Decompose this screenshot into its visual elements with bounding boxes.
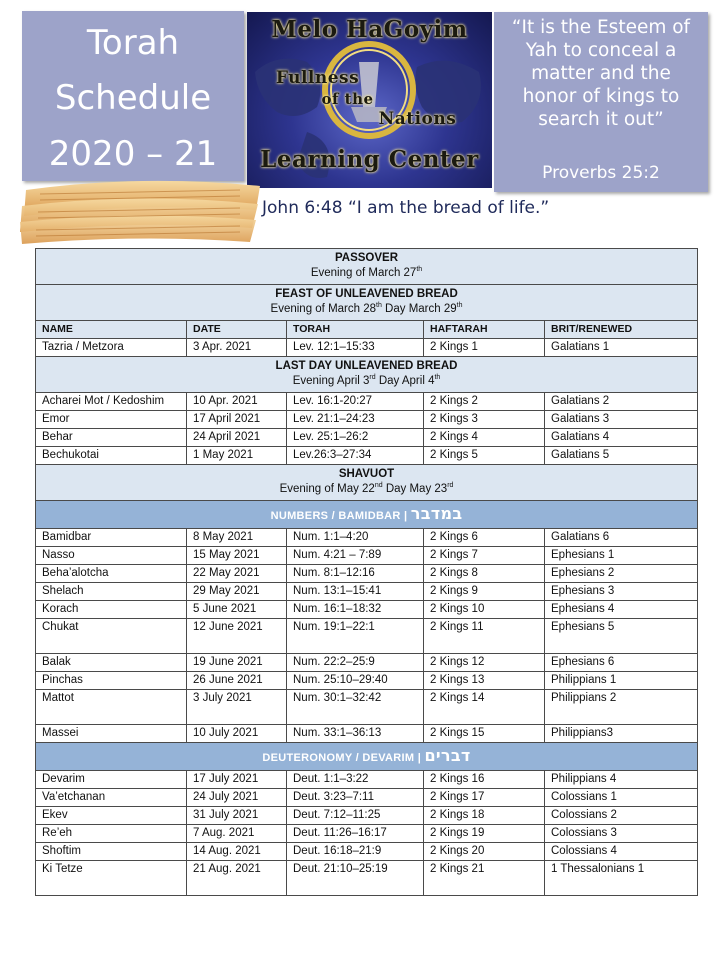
column-header-row xyxy=(36,321,698,339)
portion-row xyxy=(36,529,698,547)
cell-haftarah: 2 Kings 15 xyxy=(424,725,545,743)
cell-brit: Colossians 3 xyxy=(545,825,698,843)
column-header-name: NAME xyxy=(36,321,187,339)
matzah-bread-image xyxy=(20,176,264,244)
cell-date: 3 July 2021 xyxy=(187,690,287,725)
cell-date: 29 May 2021 xyxy=(187,583,287,601)
cell-torah: Num. 8:1–12:16 xyxy=(287,565,424,583)
cell-brit: Philippians 2 xyxy=(545,690,698,725)
quote-box xyxy=(494,12,708,192)
cell-name: Ekev xyxy=(36,807,187,825)
cell-date: 24 April 2021 xyxy=(187,429,287,447)
cell-torah: Lev.26:3–27:34 xyxy=(287,447,424,465)
feast-subtitle: Evening of March 27th xyxy=(310,266,423,279)
feast-row-passover xyxy=(36,249,698,285)
cell-torah: Num. 4:21 – 7:89 xyxy=(287,547,424,565)
quote-reference: Proverbs 25:2 xyxy=(542,163,660,183)
cell-brit: Philippians 4 xyxy=(545,771,698,789)
cell-torah: Lev. 12:1–15:33 xyxy=(287,339,424,357)
portion-row xyxy=(36,339,698,357)
cell-torah: Num. 33:1–36:13 xyxy=(287,725,424,743)
cell-torah: Num. 1:1–4:20 xyxy=(287,529,424,547)
column-header-date: DATE xyxy=(187,321,287,339)
cell-date: 24 July 2021 xyxy=(187,789,287,807)
cell-date: 12 June 2021 xyxy=(187,619,287,654)
cell-brit: Galatians 2 xyxy=(545,393,698,411)
hebrew-devarim: דברים xyxy=(424,746,471,765)
portion-row xyxy=(36,825,698,843)
cell-name: Bamidbar xyxy=(36,529,187,547)
feast-title: PASSOVER xyxy=(334,252,399,264)
cell-date: 17 April 2021 xyxy=(187,411,287,429)
cell-torah: Deut. 1:1–3:22 xyxy=(287,771,424,789)
cell-haftarah: 2 Kings 8 xyxy=(424,565,545,583)
cell-date: 31 July 2021 xyxy=(187,807,287,825)
portion-row xyxy=(36,654,698,672)
cell-name: Va’etchanan xyxy=(36,789,187,807)
feast-subtitle: Evening of May 22nd Day May 23rd xyxy=(279,482,454,495)
cell-torah: Deut. 16:18–21:9 xyxy=(287,843,424,861)
cell-name: Mattot xyxy=(36,690,187,725)
cell-brit: Ephesians 5 xyxy=(545,619,698,654)
cell-name: Pinchas xyxy=(36,672,187,690)
cell-brit: Galatians 3 xyxy=(545,411,698,429)
feast-row-last-day xyxy=(36,357,698,393)
cell-haftarah: 2 Kings 13 xyxy=(424,672,545,690)
cell-date: 22 May 2021 xyxy=(187,565,287,583)
portion-row xyxy=(36,843,698,861)
cell-date: 10 July 2021 xyxy=(187,725,287,743)
cell-name: Korach xyxy=(36,601,187,619)
cell-torah: Lev. 16:1-20:27 xyxy=(287,393,424,411)
rows-group-deuteronomy xyxy=(36,771,698,896)
cell-torah: Num. 30:1–32:42 xyxy=(287,690,424,725)
feast-title: LAST DAY UNLEAVENED BREAD xyxy=(275,360,458,372)
logo-fullness: Fullness xyxy=(275,68,360,88)
logo-of-the: of the xyxy=(321,90,374,108)
book-row-numbers xyxy=(36,501,698,529)
column-header-haftarah: HAFTARAH xyxy=(424,321,545,339)
book-row-deuteronomy xyxy=(36,743,698,771)
cell-haftarah: 2 Kings 21 xyxy=(424,861,545,896)
cell-brit: Galatians 6 xyxy=(545,529,698,547)
portion-row xyxy=(36,619,698,654)
cell-date: 17 July 2021 xyxy=(187,771,287,789)
portion-row xyxy=(36,807,698,825)
cell-name: Massei xyxy=(36,725,187,743)
portion-row xyxy=(36,672,698,690)
hebrew-bamidbar: במדבר xyxy=(410,504,463,523)
cell-torah: Num. 13:1–15:41 xyxy=(287,583,424,601)
portion-row xyxy=(36,393,698,411)
cell-date: 10 Apr. 2021 xyxy=(187,393,287,411)
logo-learning-center: Learning Center xyxy=(260,146,479,173)
feast-subtitle: Evening of March 28th Day March 29th xyxy=(270,302,463,315)
cell-torah: Num. 25:10–29:40 xyxy=(287,672,424,690)
cell-haftarah: 2 Kings 20 xyxy=(424,843,545,861)
cell-name: Re’eh xyxy=(36,825,187,843)
feast-title: FEAST OF UNLEAVENED BREAD xyxy=(275,288,458,300)
quote-text: “It is the Esteem of Yah to conceal a matter and the honor of kings to search it out” xyxy=(511,17,691,130)
cell-haftarah: 2 Kings 10 xyxy=(424,601,545,619)
cell-brit: Galatians 1 xyxy=(545,339,698,357)
portion-row xyxy=(36,565,698,583)
portion-row xyxy=(36,411,698,429)
cell-name: Tazria / Metzora xyxy=(36,339,187,357)
cell-torah: Deut. 3:23–7:11 xyxy=(287,789,424,807)
cell-name: Ki Tetze xyxy=(36,861,187,896)
cell-haftarah: 2 Kings 5 xyxy=(424,447,545,465)
cell-name: Shoftim xyxy=(36,843,187,861)
rows-group-numbers xyxy=(36,529,698,743)
book-header-deuteronomy: DEUTERONOMY / DEVARIM | דברים xyxy=(36,743,698,771)
cell-brit: Philippians 1 xyxy=(545,672,698,690)
cell-haftarah: 2 Kings 16 xyxy=(424,771,545,789)
feast-title: SHAVUOT xyxy=(338,468,395,480)
cell-haftarah: 2 Kings 14 xyxy=(424,690,545,725)
cell-name: Shelach xyxy=(36,583,187,601)
portion-row xyxy=(36,429,698,447)
torah-schedule-table xyxy=(35,248,698,896)
title-line-1: Torah xyxy=(86,23,180,63)
cell-brit: Colossians 2 xyxy=(545,807,698,825)
cell-date: 15 May 2021 xyxy=(187,547,287,565)
logo-nations: Nations xyxy=(378,109,457,129)
portion-row xyxy=(36,447,698,465)
cell-name: Beha’alotcha xyxy=(36,565,187,583)
portion-row xyxy=(36,771,698,789)
cell-name: Acharei Mot / Kedoshim xyxy=(36,393,187,411)
cell-haftarah: 2 Kings 11 xyxy=(424,619,545,654)
cell-date: 7 Aug. 2021 xyxy=(187,825,287,843)
cell-haftarah: 2 Kings 1 xyxy=(424,339,545,357)
portion-row xyxy=(36,789,698,807)
learning-center-logo xyxy=(247,12,492,188)
feast-row-unleavened xyxy=(36,285,698,321)
cell-brit: Galatians 5 xyxy=(545,447,698,465)
cell-torah: Num. 19:1–22:1 xyxy=(287,619,424,654)
feast-unleavened-bread xyxy=(36,285,698,321)
rows-group-2 xyxy=(36,393,698,465)
portion-row xyxy=(36,725,698,743)
cell-torah: Lev. 21:1–24:23 xyxy=(287,411,424,429)
cell-date: 14 Aug. 2021 xyxy=(187,843,287,861)
cell-name: Bechukotai xyxy=(36,447,187,465)
cell-torah: Num. 16:1–18:32 xyxy=(287,601,424,619)
portion-row xyxy=(36,601,698,619)
cell-brit: Colossians 1 xyxy=(545,789,698,807)
rows-group-1 xyxy=(36,339,698,357)
cell-name: Balak xyxy=(36,654,187,672)
title-line-2: Schedule xyxy=(54,78,212,118)
feast-last-day-unleavened xyxy=(36,357,698,393)
cell-name: Nasso xyxy=(36,547,187,565)
cell-haftarah: 2 Kings 2 xyxy=(424,393,545,411)
cell-date: 5 June 2021 xyxy=(187,601,287,619)
title-box xyxy=(22,11,244,181)
cell-brit: Ephesians 4 xyxy=(545,601,698,619)
bible-verse: John 6:48 “I am the bread of life.” xyxy=(262,198,550,218)
cell-brit: Galatians 4 xyxy=(545,429,698,447)
cell-brit: 1 Thessalonians 1 xyxy=(545,861,698,896)
column-header-torah: TORAH xyxy=(287,321,424,339)
portion-row xyxy=(36,861,698,896)
cell-torah: Deut. 11:26–16:17 xyxy=(287,825,424,843)
cell-haftarah: 2 Kings 17 xyxy=(424,789,545,807)
feast-row-shavuot xyxy=(36,465,698,501)
cell-haftarah: 2 Kings 7 xyxy=(424,547,545,565)
cell-haftarah: 2 Kings 18 xyxy=(424,807,545,825)
cell-date: 3 Apr. 2021 xyxy=(187,339,287,357)
portion-row xyxy=(36,690,698,725)
cell-date: 21 Aug. 2021 xyxy=(187,861,287,896)
cell-torah: Lev. 25:1–26:2 xyxy=(287,429,424,447)
cell-torah: Deut. 21:10–25:19 xyxy=(287,861,424,896)
feast-passover xyxy=(36,249,698,285)
cell-haftarah: 2 Kings 3 xyxy=(424,411,545,429)
cell-torah: Deut. 7:12–11:25 xyxy=(287,807,424,825)
portion-row xyxy=(36,583,698,601)
title-line-3: 2020 – 21 xyxy=(48,134,218,174)
cell-brit: Colossians 4 xyxy=(545,843,698,861)
cell-name: Chukat xyxy=(36,619,187,654)
cell-name: Behar xyxy=(36,429,187,447)
cell-brit: Philippians3 xyxy=(545,725,698,743)
cell-haftarah: 2 Kings 12 xyxy=(424,654,545,672)
cell-brit: Ephesians 1 xyxy=(545,547,698,565)
cell-haftarah: 2 Kings 9 xyxy=(424,583,545,601)
cell-date: 8 May 2021 xyxy=(187,529,287,547)
cell-date: 19 June 2021 xyxy=(187,654,287,672)
feast-subtitle: Evening April 3rd Day April 4th xyxy=(292,374,441,387)
logo-title: Melo HaGoyim xyxy=(271,16,468,43)
cell-brit: Ephesians 2 xyxy=(545,565,698,583)
cell-haftarah: 2 Kings 4 xyxy=(424,429,545,447)
cell-date: 1 May 2021 xyxy=(187,447,287,465)
book-header-numbers: NUMBERS / BAMIDBAR | במדבר xyxy=(36,501,698,529)
cell-brit: Ephesians 3 xyxy=(545,583,698,601)
column-header-brit: BRIT/RENEWED xyxy=(545,321,698,339)
feast-shavuot xyxy=(36,465,698,501)
cell-date: 26 June 2021 xyxy=(187,672,287,690)
cell-name: Devarim xyxy=(36,771,187,789)
cell-haftarah: 2 Kings 19 xyxy=(424,825,545,843)
cell-haftarah: 2 Kings 6 xyxy=(424,529,545,547)
portion-row xyxy=(36,547,698,565)
cell-brit: Ephesians 6 xyxy=(545,654,698,672)
cell-name: Emor xyxy=(36,411,187,429)
cell-torah: Num. 22:2–25:9 xyxy=(287,654,424,672)
